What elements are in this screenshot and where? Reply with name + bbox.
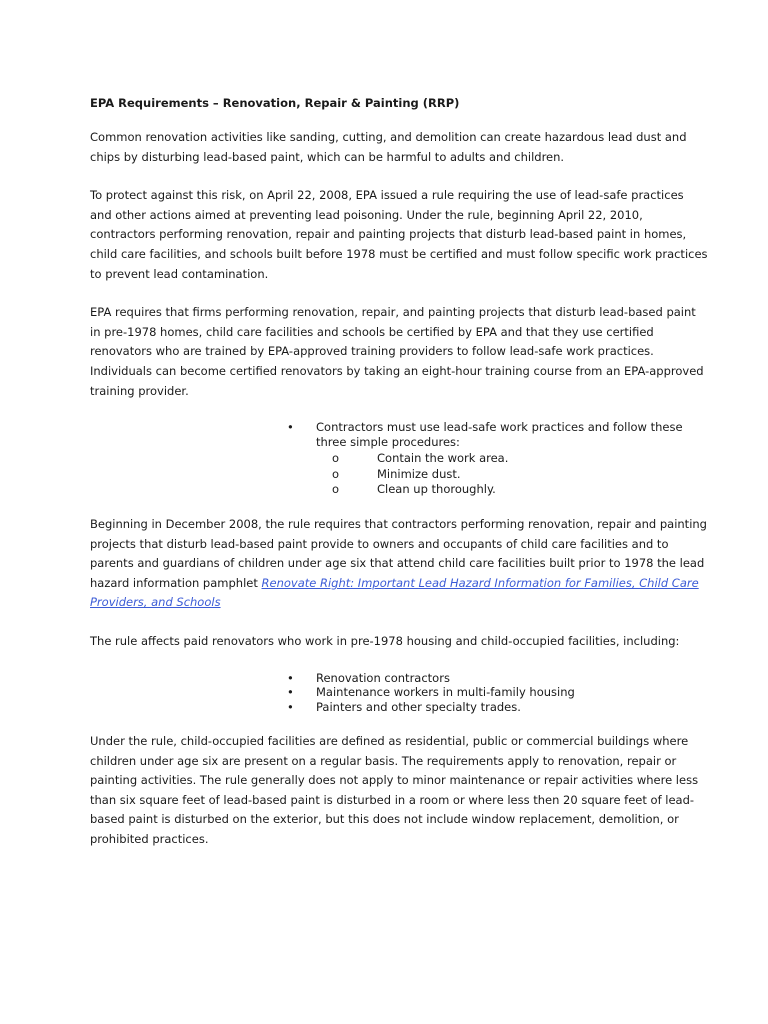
circle-bullet-icon: o	[332, 466, 340, 481]
paragraph-intro: Common renovation activities like sanding, cutting, and demolition can create hazardous lead dust and chips by disturbing lead-based paint, which can be harmful to adults and children.	[90, 130, 687, 164]
procedures-bullet-list	[90, 420, 708, 498]
bullet-icon: •	[287, 700, 294, 715]
list-item	[287, 700, 712, 715]
procedure-text: Clean up thoroughly.	[377, 482, 496, 497]
procedures-sub-list	[316, 451, 712, 498]
circle-bullet-icon: o	[332, 482, 340, 497]
list-item	[287, 420, 712, 498]
list-item	[332, 467, 712, 483]
list-item	[332, 482, 712, 498]
bullet-icon: •	[287, 685, 294, 700]
list-item	[332, 451, 712, 467]
circle-bullet-icon: o	[332, 450, 340, 465]
bullet-icon: •	[287, 420, 294, 435]
affected-text: Renovation contractors	[316, 670, 450, 685]
bullet-icon: •	[287, 670, 294, 685]
paragraph-definitions: Under the rule, child-occupied facilities are defined as residential, public or commercial buildings where children under age six are present on a regular basis. The requirements apply to renovation, repair or painting activities. The rule generally does not apply to minor maintenance or repair activities where less than six square feet of lead-based paint is disturbed in a room or where less then 20 square feet of lead-based paint is disturbed on the exterior, but this does not include window replacement, demolition, or prohibited practices.	[90, 734, 699, 847]
affected-bullet-list	[90, 671, 708, 715]
procedure-text: Minimize dust.	[377, 466, 461, 481]
affected-text: Maintenance workers in multi-family housing	[316, 685, 575, 700]
pamphlet-text: Beginning in December 2008, the rule requires that contractors performing renovation, repair and painting projects that disturb lead-based paint provide to owners and occupants of child care facilities and to parents and guardians of children under age six that attend child care facilities built prior to 1978 the lead hazard information pamphlet	[90, 517, 707, 590]
affected-list-block	[90, 671, 708, 715]
document-title: EPA Requirements – Renovation, Repair & Painting (RRP)	[90, 96, 460, 110]
pamphlet-link[interactable]: Renovate Right: Important Lead Hazard Information for Families, Child Care Providers, and Schools	[90, 575, 699, 610]
list-item	[287, 671, 712, 686]
list-item	[287, 685, 712, 700]
paragraph-rule-2008: To protect against this risk, on April 22, 2008, EPA issued a rule requiring the use of lead-safe practices and other actions aimed at preventing lead poisoning. Under the rule, beginning April 22, 2010, contractors performing renovation, repair and painting projects that disturb lead-based paint in homes, child care facilities, and schools built before 1978 must be certified and must follow specific work practices to prevent lead contamination.	[90, 188, 708, 281]
paragraph-pamphlet	[90, 515, 708, 613]
procedure-text: Contain the work area.	[377, 450, 509, 465]
paragraph-certification: EPA requires that firms performing renovation, repair, and painting projects that disturb lead-based paint in pre-1978 homes, child care facilities and schools be certified by EPA and that they use certified renovators who are trained by EPA-approved training providers to follow lead-safe work practices. Individuals can become certified renovators by taking an eight-hour training course from an EPA-approved training provider.	[90, 305, 704, 398]
procedures-intro-text: Contractors must use lead-safe work practices and follow these three simple procedures:	[316, 420, 683, 449]
paragraph-affected: The rule affects paid renovators who work in pre-1978 housing and child-occupied facilities, including:	[90, 634, 680, 649]
procedures-list-block	[90, 420, 708, 498]
affected-text: Painters and other specialty trades.	[316, 700, 521, 715]
